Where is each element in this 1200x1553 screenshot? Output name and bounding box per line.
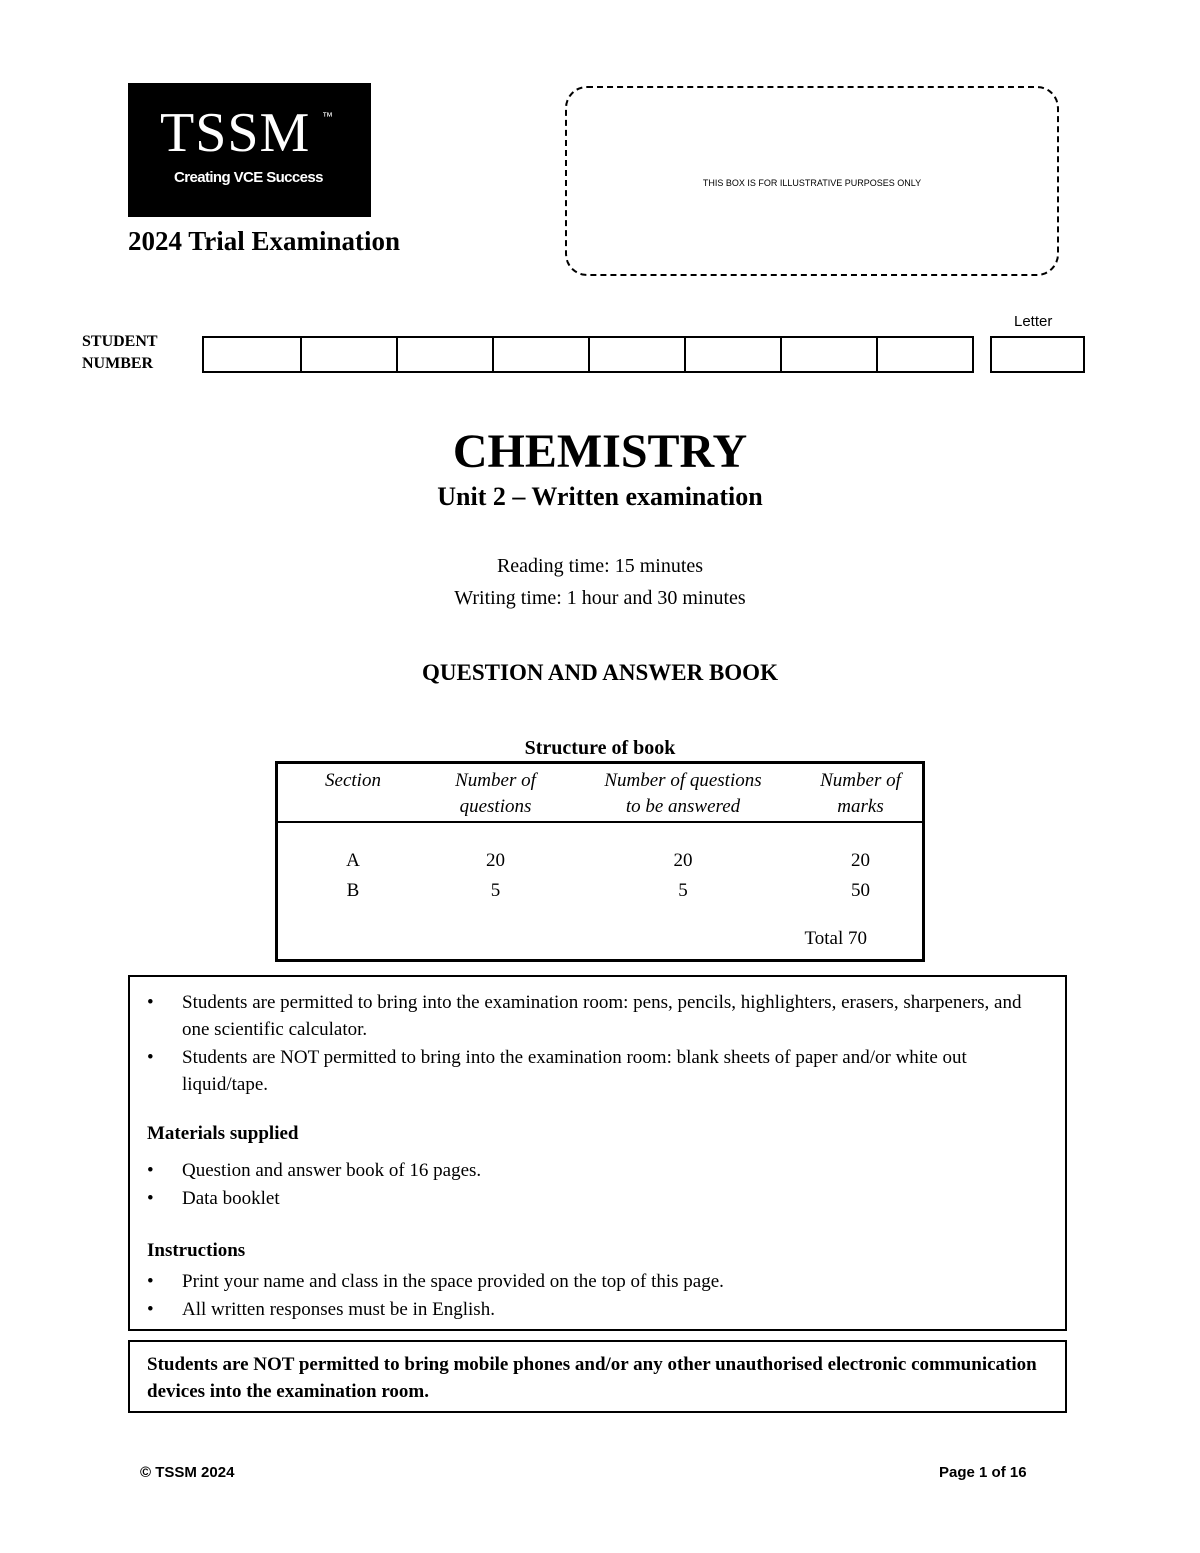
logo-brand: TSSM <box>160 102 311 164</box>
header-section <box>288 768 418 794</box>
student-number-cell[interactable] <box>684 338 780 371</box>
header-line: Number of questions <box>604 770 762 791</box>
footer-copyright: © TSSM 2024 <box>140 1464 235 1481</box>
warning-box <box>128 1340 1067 1413</box>
cell-questions: 20 <box>486 850 505 871</box>
reading-time: Reading time: 15 minutes <box>496 555 704 577</box>
tssm-logo <box>128 83 371 217</box>
structure-caption: Structure of book <box>524 737 676 759</box>
bullet-icon: • <box>147 1188 154 1209</box>
rule-item: Students are NOT permitted to bring into the examination room: blank sheets of paper and/or white out liquid/tape. <box>182 1047 967 1095</box>
bullet-icon: • <box>147 1299 154 1320</box>
rules-box <box>128 975 1067 1331</box>
table-row <box>278 878 922 908</box>
warning-text: Students are NOT permitted to bring mobile phones and/or any other unauthorised electronic communication devices into the examination room. <box>147 1354 1037 1402</box>
header-line: Section <box>325 770 381 791</box>
structure-header-row <box>278 764 922 823</box>
footer-page-number: Page 1 of 16 <box>939 1464 1027 1481</box>
cell-marks: 20 <box>851 850 870 871</box>
header-line: Number of <box>455 770 536 791</box>
bullet-icon: • <box>147 992 154 1013</box>
materials-heading: Materials supplied <box>147 1123 299 1144</box>
unit-subtitle: Unit 2 – Written examination <box>437 482 763 511</box>
bullet-icon: • <box>147 1047 154 1068</box>
total-marks: Total 70 <box>804 928 867 949</box>
instructions-item: Print your name and class in the space provided on the top of this page. <box>182 1271 724 1292</box>
cell-marks: 50 <box>851 880 870 901</box>
logo-trademark: ™ <box>322 111 333 123</box>
illustrative-box <box>565 86 1059 276</box>
cell-section: A <box>346 850 360 871</box>
student-number-cell[interactable] <box>876 338 972 371</box>
header-line: questions <box>459 796 532 817</box>
materials-item: Question and answer book of 16 pages. <box>182 1160 482 1181</box>
header-number-of-questions <box>423 768 568 820</box>
header-line: to be answered <box>625 796 741 817</box>
header-line: marks <box>837 796 884 817</box>
header-line: Number of <box>820 770 901 791</box>
student-number-label <box>82 331 158 375</box>
student-number-cell[interactable] <box>588 338 684 371</box>
bullet-icon: • <box>147 1160 154 1181</box>
student-number-cell[interactable] <box>204 338 300 371</box>
student-number-cell[interactable] <box>492 338 588 371</box>
student-number-cell[interactable] <box>300 338 396 371</box>
student-number-cell[interactable] <box>780 338 876 371</box>
letter-box[interactable] <box>990 336 1085 373</box>
student-number-boxes <box>202 336 974 373</box>
cell-questions: 5 <box>490 880 501 901</box>
book-title: QUESTION AND ANSWER BOOK <box>422 660 778 685</box>
illustrative-box-text: THIS BOX IS FOR ILLUSTRATIVE PURPOSES ONLY <box>702 178 922 188</box>
student-label-line2: NUMBER <box>82 355 154 372</box>
materials-item: Data booklet <box>182 1188 280 1209</box>
student-number-cell[interactable] <box>396 338 492 371</box>
cell-answered: 20 <box>673 850 693 871</box>
writing-time: Writing time: 1 hour and 30 minutes <box>454 587 746 609</box>
table-row <box>278 848 922 878</box>
header-questions-to-answer <box>578 768 788 820</box>
student-label-line1: STUDENT <box>82 333 158 350</box>
cell-section: B <box>346 880 360 901</box>
logo-tagline: Creating VCE Success <box>174 169 323 186</box>
subject-title: CHEMISTRY <box>452 425 748 478</box>
cell-answered: 5 <box>678 880 688 901</box>
letter-label: Letter <box>1014 313 1053 330</box>
instructions-item: All written responses must be in English. <box>182 1299 495 1320</box>
rule-item: Students are permitted to bring into the examination room: pens, pencils, highlighters, erasers, sharpeners, and one scientific calculator. <box>182 992 1022 1040</box>
bullet-icon: • <box>147 1271 154 1292</box>
header-number-of-marks <box>793 768 928 820</box>
instructions-heading: Instructions <box>147 1240 246 1261</box>
trial-title: 2024 Trial Examination <box>128 226 401 256</box>
structure-table <box>275 761 925 962</box>
